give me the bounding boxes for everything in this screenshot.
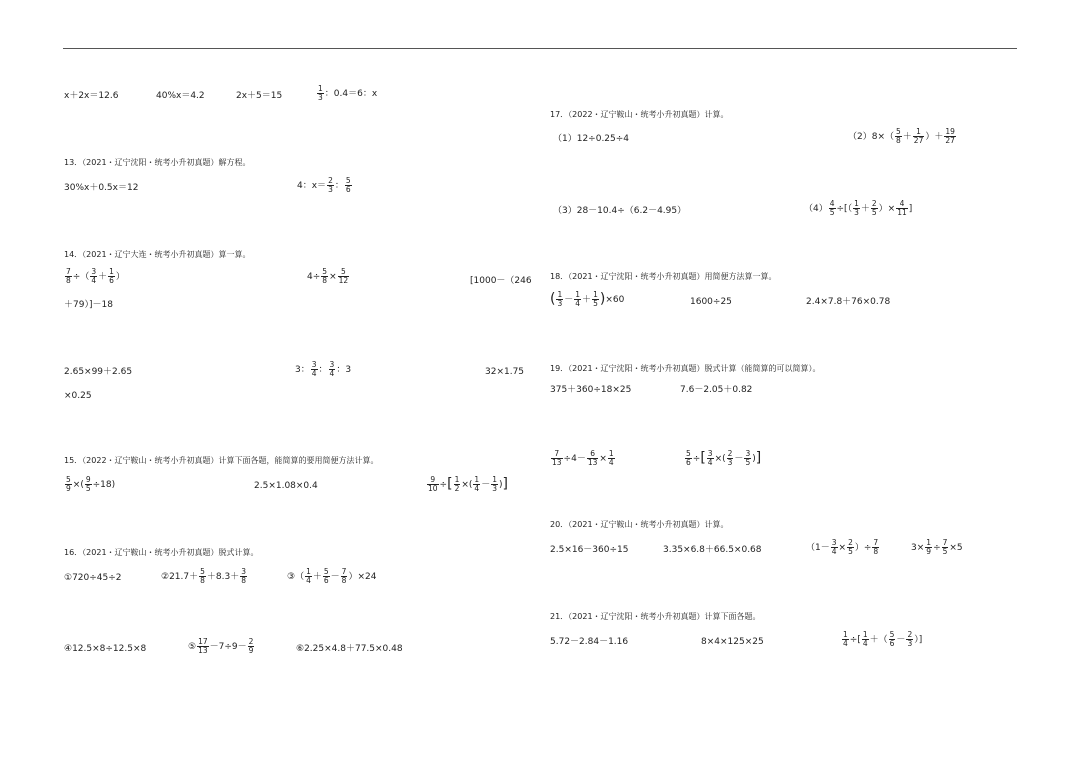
expression-part: ＋（ (869, 635, 888, 645)
q19-heading: 19．（2021・辽宁沈阳・统考小升初真题）脱式计算（能简算的可以简算）。 (550, 364, 821, 373)
q15-heading: 15．（2022・辽宁鞍山・统考小升初真题）计算下面各题，能简算的要用简便方法计算。 (64, 456, 379, 465)
fraction (240, 568, 247, 585)
fraction-denominator: 13 (587, 458, 598, 467)
q14-a: $\frac{7}{8}$ ÷（ $\frac{3}{4}$ ＋ $\frac{1}{6}$ ） (66, 267, 125, 285)
q17-d: （4） $\frac{4}{5}$ ÷[（ $\frac{1}{3}$ ＋ $\frac{2}{5}$ ）× $\frac{4}{11}$ ] (804, 199, 913, 217)
fraction-denominator: 5 (745, 458, 751, 467)
q13-heading: 13．（2021・辽宁沈阳・统考小升初真题）解方程。 (64, 158, 251, 167)
fraction (842, 631, 849, 648)
fraction (85, 476, 92, 493)
fraction (862, 631, 869, 648)
expression-part: ÷ (933, 543, 941, 553)
fraction-numerator: 2 (848, 538, 853, 547)
fraction-numerator: 17 (198, 637, 208, 646)
fraction-numerator: 1 (926, 538, 932, 547)
fraction (872, 539, 879, 556)
fraction-numerator: 1 (575, 290, 581, 299)
fraction (248, 638, 255, 655)
fraction-numerator: 5 (686, 449, 691, 458)
fraction-numerator: 7 (551, 450, 563, 459)
fraction-numerator: 5 (323, 567, 329, 576)
expression-part: ] (908, 204, 913, 214)
fraction-denominator: 4 (862, 639, 868, 648)
fraction (913, 128, 925, 145)
fraction-numerator: 1 (843, 630, 848, 639)
fraction (327, 177, 334, 194)
expression-part: ）× (878, 204, 896, 214)
fraction-denominator: 6 (323, 576, 329, 585)
fraction-denominator: 12 (338, 276, 349, 285)
expression-part: ×( (461, 480, 473, 490)
fraction (707, 450, 714, 467)
fraction-denominator: 6 (109, 276, 114, 285)
q19-d: $\frac{5}{6}$ ÷[ $\frac{3}{4}$ ×( $\frac{2}{3}$ － $\frac{3}{5}$ )] (686, 449, 762, 467)
fraction-denominator: 2 (454, 484, 460, 493)
expression-part: － (481, 480, 491, 490)
fraction-denominator: 4 (575, 299, 581, 308)
fraction (491, 476, 498, 493)
fraction-denominator: 8 (341, 576, 347, 585)
fraction-numerator: 4 (829, 199, 835, 208)
expression-part: ： (334, 181, 344, 191)
fraction-numerator: 7 (942, 538, 948, 547)
q21-b: 8×4×125×25 (701, 637, 764, 647)
fraction-numerator: 3 (329, 360, 335, 369)
expression-part: ③（ (287, 572, 305, 582)
fraction-denominator: 4 (329, 369, 335, 378)
fraction-denominator: 4 (608, 458, 614, 467)
q21-c: $\frac{1}{4}$ ÷[ $\frac{1}{4}$ ＋（ $\frac{5}{6}$ － $\frac{2}{3}$ ）] (843, 630, 923, 648)
expression-part: × (599, 454, 607, 464)
bracket: ] (755, 450, 762, 466)
expression-part: 4÷ (307, 272, 321, 282)
q14-c1: [1000－（246 (470, 276, 532, 286)
fraction-numerator: 7 (873, 538, 879, 547)
fraction-numerator: 3 (241, 567, 246, 576)
fraction-numerator: 2 (907, 630, 913, 639)
q20-heading: 20．（2021・辽宁鞍山・统考小升初真题）计算。 (550, 520, 729, 529)
q14-d: 2.65×99＋2.65 (64, 367, 133, 377)
fraction-numerator: 9 (85, 475, 91, 484)
expression-part: × (838, 543, 847, 553)
fraction (744, 450, 751, 467)
expression-part: ⑤ (188, 642, 197, 652)
expression-part: ×60 (605, 295, 625, 305)
q19-b: 7.6－2.05＋0.82 (680, 385, 753, 395)
fraction-denominator: 8 (200, 576, 205, 585)
q18-a: ( $\frac{1}{3}$ － $\frac{1}{4}$ ＋ $\frac{1}{5}$ )×60 (550, 290, 625, 308)
fraction-denominator: 9 (248, 646, 254, 655)
q14-c2: ＋79）]－18 (64, 300, 113, 310)
fraction-numerator: 3 (831, 538, 837, 547)
fraction-denominator: 5 (848, 547, 853, 556)
fraction (473, 476, 480, 493)
fraction (871, 200, 878, 217)
fraction-denominator: 6 (686, 458, 691, 467)
fraction-denominator: 4 (91, 276, 97, 285)
fraction-numerator: 1 (593, 290, 598, 299)
q16-e (188, 638, 255, 655)
eq-1: x＋2x＝12.6 (64, 91, 119, 101)
fraction (427, 476, 439, 493)
expression-part: （2）8×（ (848, 132, 894, 142)
fraction-denominator: 3 (492, 484, 497, 493)
fraction-numerator: 1 (492, 475, 497, 484)
q20-a: 2.5×16－360÷15 (550, 545, 629, 555)
fraction-numerator: 5 (200, 567, 205, 576)
fraction-denominator: 4 (831, 547, 837, 556)
fraction (65, 268, 72, 285)
fraction-numerator: 1 (608, 449, 614, 458)
fraction-denominator: 6 (345, 185, 351, 194)
fraction-numerator: 1 (557, 290, 563, 299)
fraction-denominator: 3 (318, 93, 323, 102)
header-rule (63, 48, 1017, 49)
fraction-numerator: 5 (66, 475, 71, 484)
fraction-denominator: 3 (727, 458, 733, 467)
expression-part: ： (318, 365, 328, 375)
fraction-denominator: 27 (945, 136, 955, 145)
fraction-numerator: 5 (896, 127, 901, 136)
fraction-denominator: 4 (474, 484, 480, 493)
expression-part: ②21.7＋ (161, 572, 199, 582)
bracket: ] (502, 476, 508, 492)
fraction-numerator: 19 (945, 127, 955, 136)
fraction-numerator: 1 (306, 567, 311, 576)
eq-4 (316, 85, 377, 102)
fraction-denominator: 4 (707, 458, 713, 467)
q21-heading: 21．（2021・辽宁沈阳・统考小升初真题）计算下面各题。 (550, 612, 761, 621)
fraction-numerator: 4 (896, 200, 908, 209)
fraction-denominator: 10 (428, 484, 438, 493)
fraction-numerator: 5 (338, 268, 350, 277)
fraction-numerator: 3 (707, 449, 713, 458)
fraction-denominator: 27 (913, 136, 924, 145)
expression-part: ÷4－ (563, 454, 586, 464)
fraction-numerator: 2 (727, 449, 733, 458)
q17-a: （1）12÷0.25÷4 (553, 134, 630, 144)
fraction-numerator: 2 (328, 176, 333, 185)
fraction-numerator: 3 (745, 449, 751, 458)
fraction-denominator: 5 (942, 547, 948, 556)
expression-part: ÷[ (849, 635, 861, 645)
q14-b (307, 268, 350, 285)
expression-part: ×5 (949, 543, 963, 553)
fraction (65, 476, 72, 493)
fraction-denominator: 3 (557, 299, 563, 308)
expression-part: ×( (72, 480, 84, 490)
fraction-numerator: 2 (871, 199, 877, 208)
fraction-denominator: 4 (306, 576, 311, 585)
q15-c: $\frac{9}{10}$ ÷[ $\frac{1}{2}$ ×( $\frac{1}{4}$ － $\frac{1}{3}$ )] (428, 475, 508, 493)
fraction (847, 539, 854, 556)
fraction (896, 200, 908, 217)
expression-part: ÷ (692, 454, 701, 464)
expression-part: ）] (914, 635, 923, 645)
expression-part: （4） (804, 204, 828, 214)
fraction (556, 291, 563, 308)
q16-f: ⑥2.25×4.8＋77.5×0.48 (296, 644, 403, 654)
fraction (685, 450, 692, 467)
expression-part: ）÷ (854, 543, 872, 553)
expression-part: 3× (911, 543, 925, 553)
q20-c (806, 539, 880, 556)
fraction (338, 268, 350, 285)
eq-3: 2x＋5＝15 (236, 91, 283, 101)
q17-b: （2）8×（ $\frac{5}{8}$ ＋ $\frac{1}{27}$ ）＋ $\frac{19}{27}$ (848, 127, 955, 145)
expression-part: 4：x＝ (297, 181, 327, 191)
q14-e (295, 361, 351, 378)
fraction (727, 450, 734, 467)
fraction (329, 361, 336, 378)
fraction-denominator: 8 (66, 276, 71, 285)
expression-part: ÷[（ (836, 204, 853, 214)
fraction (197, 638, 209, 655)
q17-c: （3）28－10.4÷（6.2－4.95） (553, 206, 687, 216)
fraction (321, 268, 328, 285)
fraction (944, 128, 956, 145)
fraction (323, 568, 330, 585)
q18-heading: 18．（2021・辽宁沈阳・统考小升初真题）用简便方法算一算。 (550, 272, 777, 281)
fraction (305, 568, 312, 585)
fraction (90, 268, 97, 285)
q15-b: 2.5×1.08×0.4 (254, 481, 318, 491)
q16-b (161, 568, 248, 585)
fraction-numerator: 9 (427, 476, 439, 485)
q14-f2: ×0.25 (64, 391, 92, 401)
fraction (345, 177, 352, 194)
fraction (587, 450, 599, 467)
fraction-denominator: 4 (843, 639, 848, 648)
fraction-numerator: 5 (889, 630, 895, 639)
q16-c: ③（ $\frac{1}{4}$ ＋ $\frac{5}{6}$ － $\frac{7}{8}$ ）×24 (287, 567, 377, 585)
bracket: [ (700, 450, 706, 466)
q14-heading: 14．（2021・辽宁大连・统考小升初真题）算一算。 (64, 250, 251, 259)
expression-part: × (329, 272, 337, 282)
fraction (889, 631, 896, 648)
expression-part: 3： (295, 365, 310, 375)
fraction (341, 568, 348, 585)
q20-d (911, 539, 963, 556)
fraction-numerator: 1 (474, 475, 480, 484)
q20-b: 3.35×6.8＋66.5×0.68 (663, 545, 762, 555)
q15-a (64, 476, 115, 493)
fraction-numerator: 6 (587, 450, 599, 459)
q13-b (297, 177, 353, 194)
fraction-denominator: 8 (896, 136, 901, 145)
fraction-denominator: 5 (593, 299, 598, 308)
expression-part: ×( (714, 454, 726, 464)
fraction-numerator: 3 (311, 360, 317, 369)
fraction-numerator: 1 (318, 84, 323, 93)
fraction-denominator: 6 (889, 639, 895, 648)
fraction (317, 85, 324, 102)
fraction-numerator: 1 (454, 475, 460, 484)
expression-part: （1－ (806, 543, 830, 553)
fraction (942, 539, 949, 556)
expression-part: ×24 (357, 572, 377, 582)
q14-f1: 32×1.75 (485, 367, 525, 377)
q18-c: 2.4×7.8＋76×0.78 (806, 297, 891, 307)
fraction-denominator: 5 (85, 484, 91, 493)
fraction-denominator: 4 (311, 369, 317, 378)
fraction-numerator: 7 (341, 567, 347, 576)
q21-a: 5.72－2.84－1.16 (550, 637, 629, 647)
fraction-denominator: 13 (198, 646, 208, 655)
fraction-denominator: 8 (322, 276, 328, 285)
q17-heading: 17．（2022・辽宁鞍山・统考小升初真题）计算。 (550, 110, 729, 119)
fraction (925, 539, 932, 556)
fraction (311, 361, 318, 378)
fraction (199, 568, 206, 585)
fraction-denominator: 8 (241, 576, 246, 585)
q19-a: 375＋360÷18×25 (550, 385, 632, 395)
q19-c (550, 450, 616, 467)
fraction-denominator: 3 (907, 639, 913, 648)
fraction-denominator: 8 (873, 547, 879, 556)
fraction-denominator: 3 (328, 185, 333, 194)
expression-part: ÷18) (92, 480, 116, 490)
fraction (895, 128, 902, 145)
bracket: ) (599, 291, 606, 307)
fraction-numerator: 5 (345, 176, 351, 185)
q13-a: 30%x＋0.5x＝12 (64, 183, 139, 193)
fraction-numerator: 2 (248, 637, 254, 646)
fraction (906, 631, 913, 648)
fraction-denominator: 13 (552, 458, 562, 467)
q18-b: 1600÷25 (690, 297, 732, 307)
fraction-numerator: 1 (109, 267, 114, 276)
expression-part: ÷ (439, 480, 448, 490)
expression-part: ＋8.3＋ (206, 572, 240, 582)
fraction (592, 291, 599, 308)
expression-part: －7÷9－ (209, 642, 247, 652)
fraction-numerator: 1 (913, 128, 925, 137)
fraction-numerator: 1 (854, 199, 859, 208)
expression-part: ） (925, 132, 935, 142)
fraction (551, 450, 563, 467)
eq-2: 40%x＝4.2 (156, 91, 205, 101)
fraction (108, 268, 115, 285)
fraction (853, 200, 860, 217)
fraction-denominator: 5 (871, 208, 877, 217)
fraction (831, 539, 838, 556)
fraction-numerator: 3 (91, 267, 97, 276)
fraction-numerator: 5 (322, 267, 328, 276)
fraction (574, 291, 581, 308)
fraction-denominator: 9 (66, 484, 71, 493)
fraction (454, 476, 461, 493)
fraction-denominator: 11 (897, 208, 907, 217)
fraction (608, 450, 615, 467)
bracket: [ (447, 476, 453, 492)
fraction-numerator: 7 (66, 267, 71, 276)
fraction-numerator: 1 (862, 630, 868, 639)
fraction-denominator: 5 (829, 208, 835, 217)
fraction-denominator: 9 (926, 547, 932, 556)
q16-a: ①720÷45÷2 (64, 573, 122, 583)
fraction-denominator: 3 (854, 208, 859, 217)
expression-part: ：0.4＝6：x (324, 89, 378, 99)
fraction (829, 200, 836, 217)
bracket: ( (550, 291, 556, 307)
expression-part: ：3 (336, 365, 352, 375)
q16-heading: 16．（2021・辽宁鞍山・统考小升初真题）脱式计算。 (64, 548, 259, 557)
q16-d: ④12.5×8÷12.5×8 (64, 644, 147, 654)
